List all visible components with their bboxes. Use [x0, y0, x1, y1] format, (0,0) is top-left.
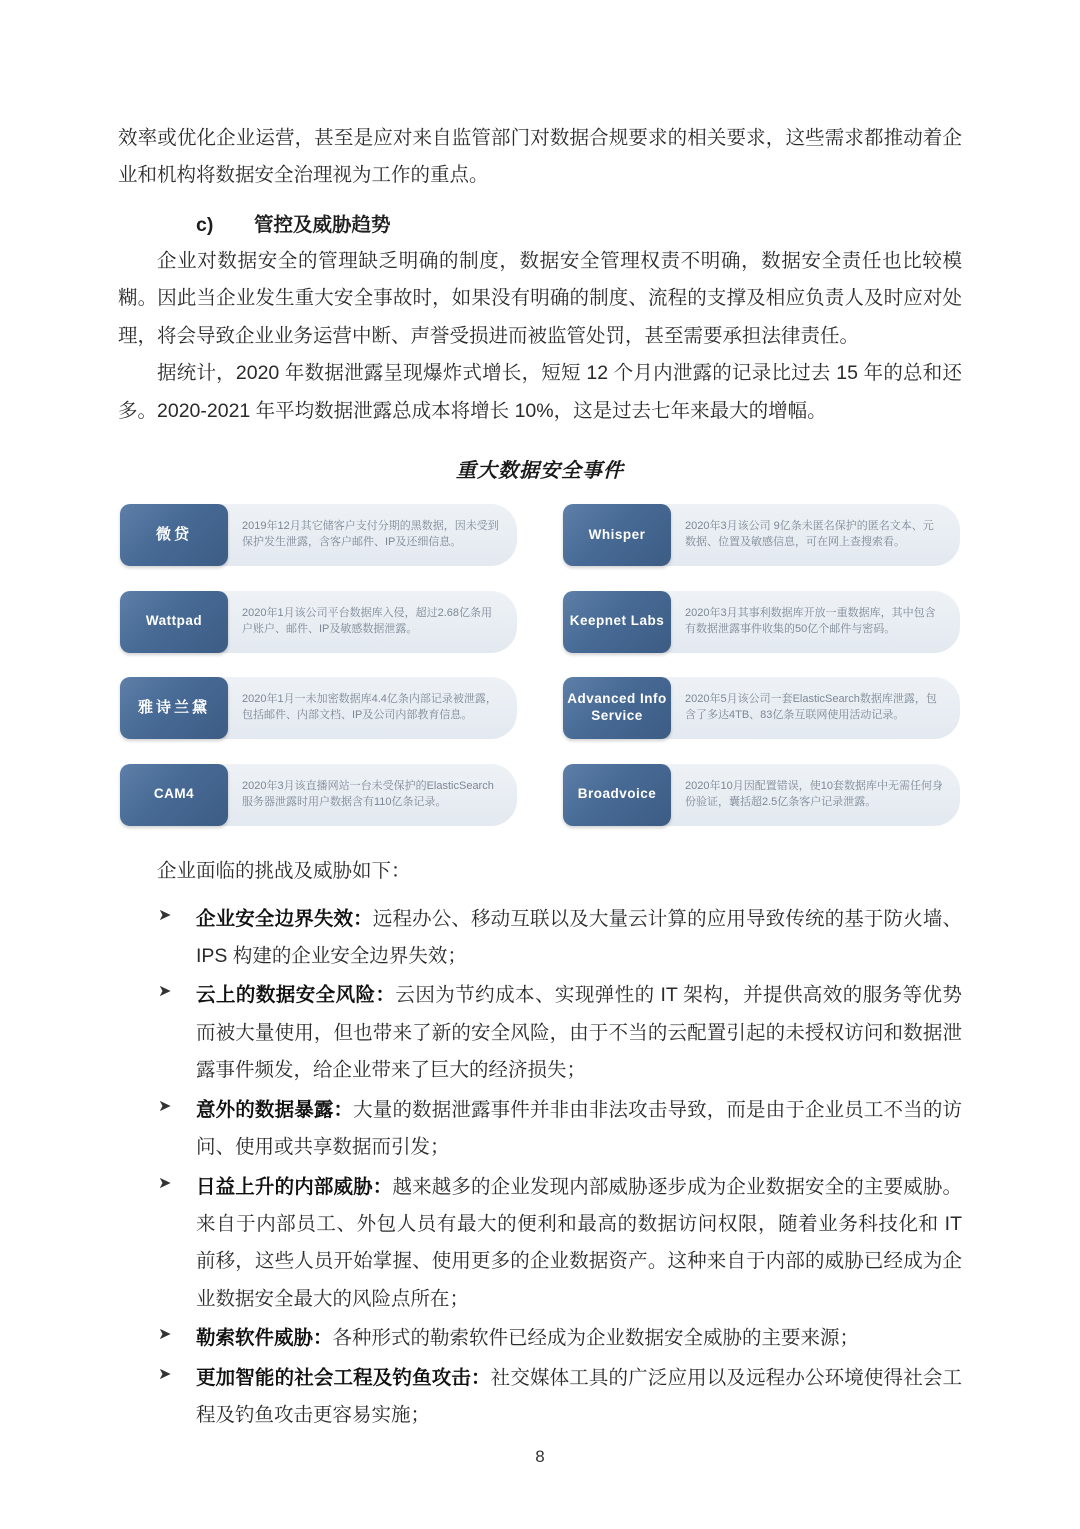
list-item — [118, 1169, 962, 1319]
paragraph-intro: 效率或优化企业运营，甚至是应对来自监管部门对数据合规要求的相关要求，这些需求都推动着企业和机构将数据安全治理视为工作的重点。 — [118, 127, 962, 187]
heading-text: 管控及威胁趋势 — [254, 213, 391, 236]
breach-card — [120, 582, 517, 663]
breach-description: 2020年5月该公司一套ElasticSearch数据库泄露，包含了多达4TB、83亿条互联网使用活动记录。 — [659, 677, 960, 739]
breach-card — [563, 755, 960, 836]
list-item-title: 更加智能的社会工程及钓鱼攻击： — [196, 1366, 491, 1389]
list-item-title: 企业安全边界失效： — [196, 907, 373, 930]
section-heading-c — [118, 209, 962, 237]
figure-title: 重大数据安全事件 — [456, 460, 624, 483]
breach-badge: CAM4 — [120, 764, 228, 826]
breach-description: 2020年3月该直播网站一台未受保护的ElasticSearch服务器泄露时用户数据含有110亿条记录。 — [216, 764, 517, 826]
list-item — [118, 901, 962, 976]
arrow-bullet-icon: ➤ — [158, 1365, 172, 1383]
list-item-title: 意外的数据暴露： — [196, 1098, 354, 1121]
breach-card — [120, 668, 517, 749]
threat-bullet-list — [118, 901, 962, 1435]
arrow-bullet-icon: ➤ — [158, 1174, 172, 1192]
arrow-bullet-icon: ➤ — [158, 1097, 172, 1115]
breach-card — [120, 495, 517, 576]
breach-badge: Advanced Info Service — [563, 677, 671, 739]
breach-description: 2020年1月一未加密数据库4.4亿条内部记录被泄露，包括邮件、内部文档、IP及公司内部教育信息。 — [216, 677, 517, 739]
page-number: 8 — [535, 1447, 545, 1466]
list-item — [118, 1092, 962, 1167]
list-item — [118, 1360, 962, 1435]
figure-major-data-breaches — [120, 495, 960, 835]
paragraph-statistics: 据统计，2020 年数据泄露呈现爆炸式增长，短短 12 个月内泄露的记录比过去 15 年的总和还多。2020-2021 年平均数据泄露总成本将增长 10%，这是过去七年来最大的增幅。 — [118, 362, 962, 422]
list-item-title: 云上的数据安全风险： — [196, 984, 396, 1007]
breach-badge: Broadvoice — [563, 764, 671, 826]
list-item-title: 日益上升的内部威胁： — [196, 1175, 393, 1198]
breach-card — [563, 495, 960, 576]
breach-description: 2019年12月其它储客户支付分期的黑数据，因未受到保护发生泄露，含客户邮件、IP及还细信息。 — [216, 504, 517, 566]
list-item — [118, 977, 962, 1089]
breach-badge: Whisper — [563, 504, 671, 566]
list-item-text: 社交媒体工具的广泛应用以及远程办公环境使得社会工程及钓鱼攻击更容易实施； — [196, 1366, 962, 1427]
breach-badge: Wattpad — [120, 591, 228, 653]
breach-badge: Keepnet Labs — [563, 591, 671, 653]
breach-card — [120, 755, 517, 836]
list-item-text: 各种形式的勒索软件已经成为企业数据安全威胁的主要来源； — [332, 1327, 860, 1350]
paragraph-governance: 企业对数据安全的管理缺乏明确的制度，数据安全管理权责不明确，数据安全责任也比较模糊。因此当企业发生重大安全事故时，如果没有明确的制度、流程的支撑及相应负责人及时应对处理，将会导致企业业务运营中断、声誉受损进而被监管处罚，甚至需要承担法律责任。 — [118, 249, 962, 347]
arrow-bullet-icon: ➤ — [158, 906, 172, 924]
list-item-text: 越来越多的企业发现内部威胁逐步成为企业数据安全的主要威胁。来自于内部员工、外包人员有最大的便利和最高的数据访问权限，随着业务科技化和 IT 前移，这些人员开始掌握、使用更多的企业数据资产。这种来自于内部的威胁已经成为企业数据安全最大的风险点所在； — [196, 1175, 962, 1310]
list-item-text: 远程办公、移动互联以及大量云计算的应用导致传统的基于防火墙、IPS 构建的企业安全边界失效； — [196, 907, 962, 967]
list-item-title: 勒索软件威胁： — [196, 1327, 333, 1350]
list-item — [118, 1320, 962, 1357]
list-item-text: 云因为节约成本、实现弹性的 IT 架构，并提供高效的服务等优势而被大量使用，但也带来了新的安全风险，由于不当的云配置引起的未授权访问和数据泄露事件频发，给企业带来了巨大的经济损失； — [196, 984, 962, 1082]
breach-badge: 微贷 — [120, 504, 228, 566]
arrow-bullet-icon: ➤ — [158, 983, 172, 1001]
list-item-text: 大量的数据泄露事件并非由非法攻击导致，而是由于企业员工不当的访问、使用或共享数据而引发； — [196, 1098, 962, 1159]
breach-description: 2020年3月其事利数据库开放一重数据库，其中包含有数据泄露事件收集的50亿个邮件与密码。 — [659, 591, 960, 653]
breach-description: 2020年3月该公司 9亿条未匿名保护的匿名文本、元数据、位置及敏感信息，可在网上查搜索看。 — [659, 504, 960, 566]
arrow-bullet-icon: ➤ — [158, 1326, 172, 1344]
paragraph-challenges-lead: 企业面临的挑战及威胁如下： — [157, 860, 411, 883]
heading-marker: c) — [196, 213, 214, 236]
breach-description: 2020年1月该公司平台数据库入侵，超过2.68亿条用户账户、邮件、IP及敏感数据泄露。 — [216, 591, 517, 653]
breach-description: 2020年10月因配置错误，使10套数据库中无需任何身份验证，囊括超2.5亿条客户记录泄露。 — [659, 764, 960, 826]
breach-card — [563, 668, 960, 749]
breach-badge: 雅诗兰黛 — [120, 677, 228, 739]
breach-card — [563, 582, 960, 663]
